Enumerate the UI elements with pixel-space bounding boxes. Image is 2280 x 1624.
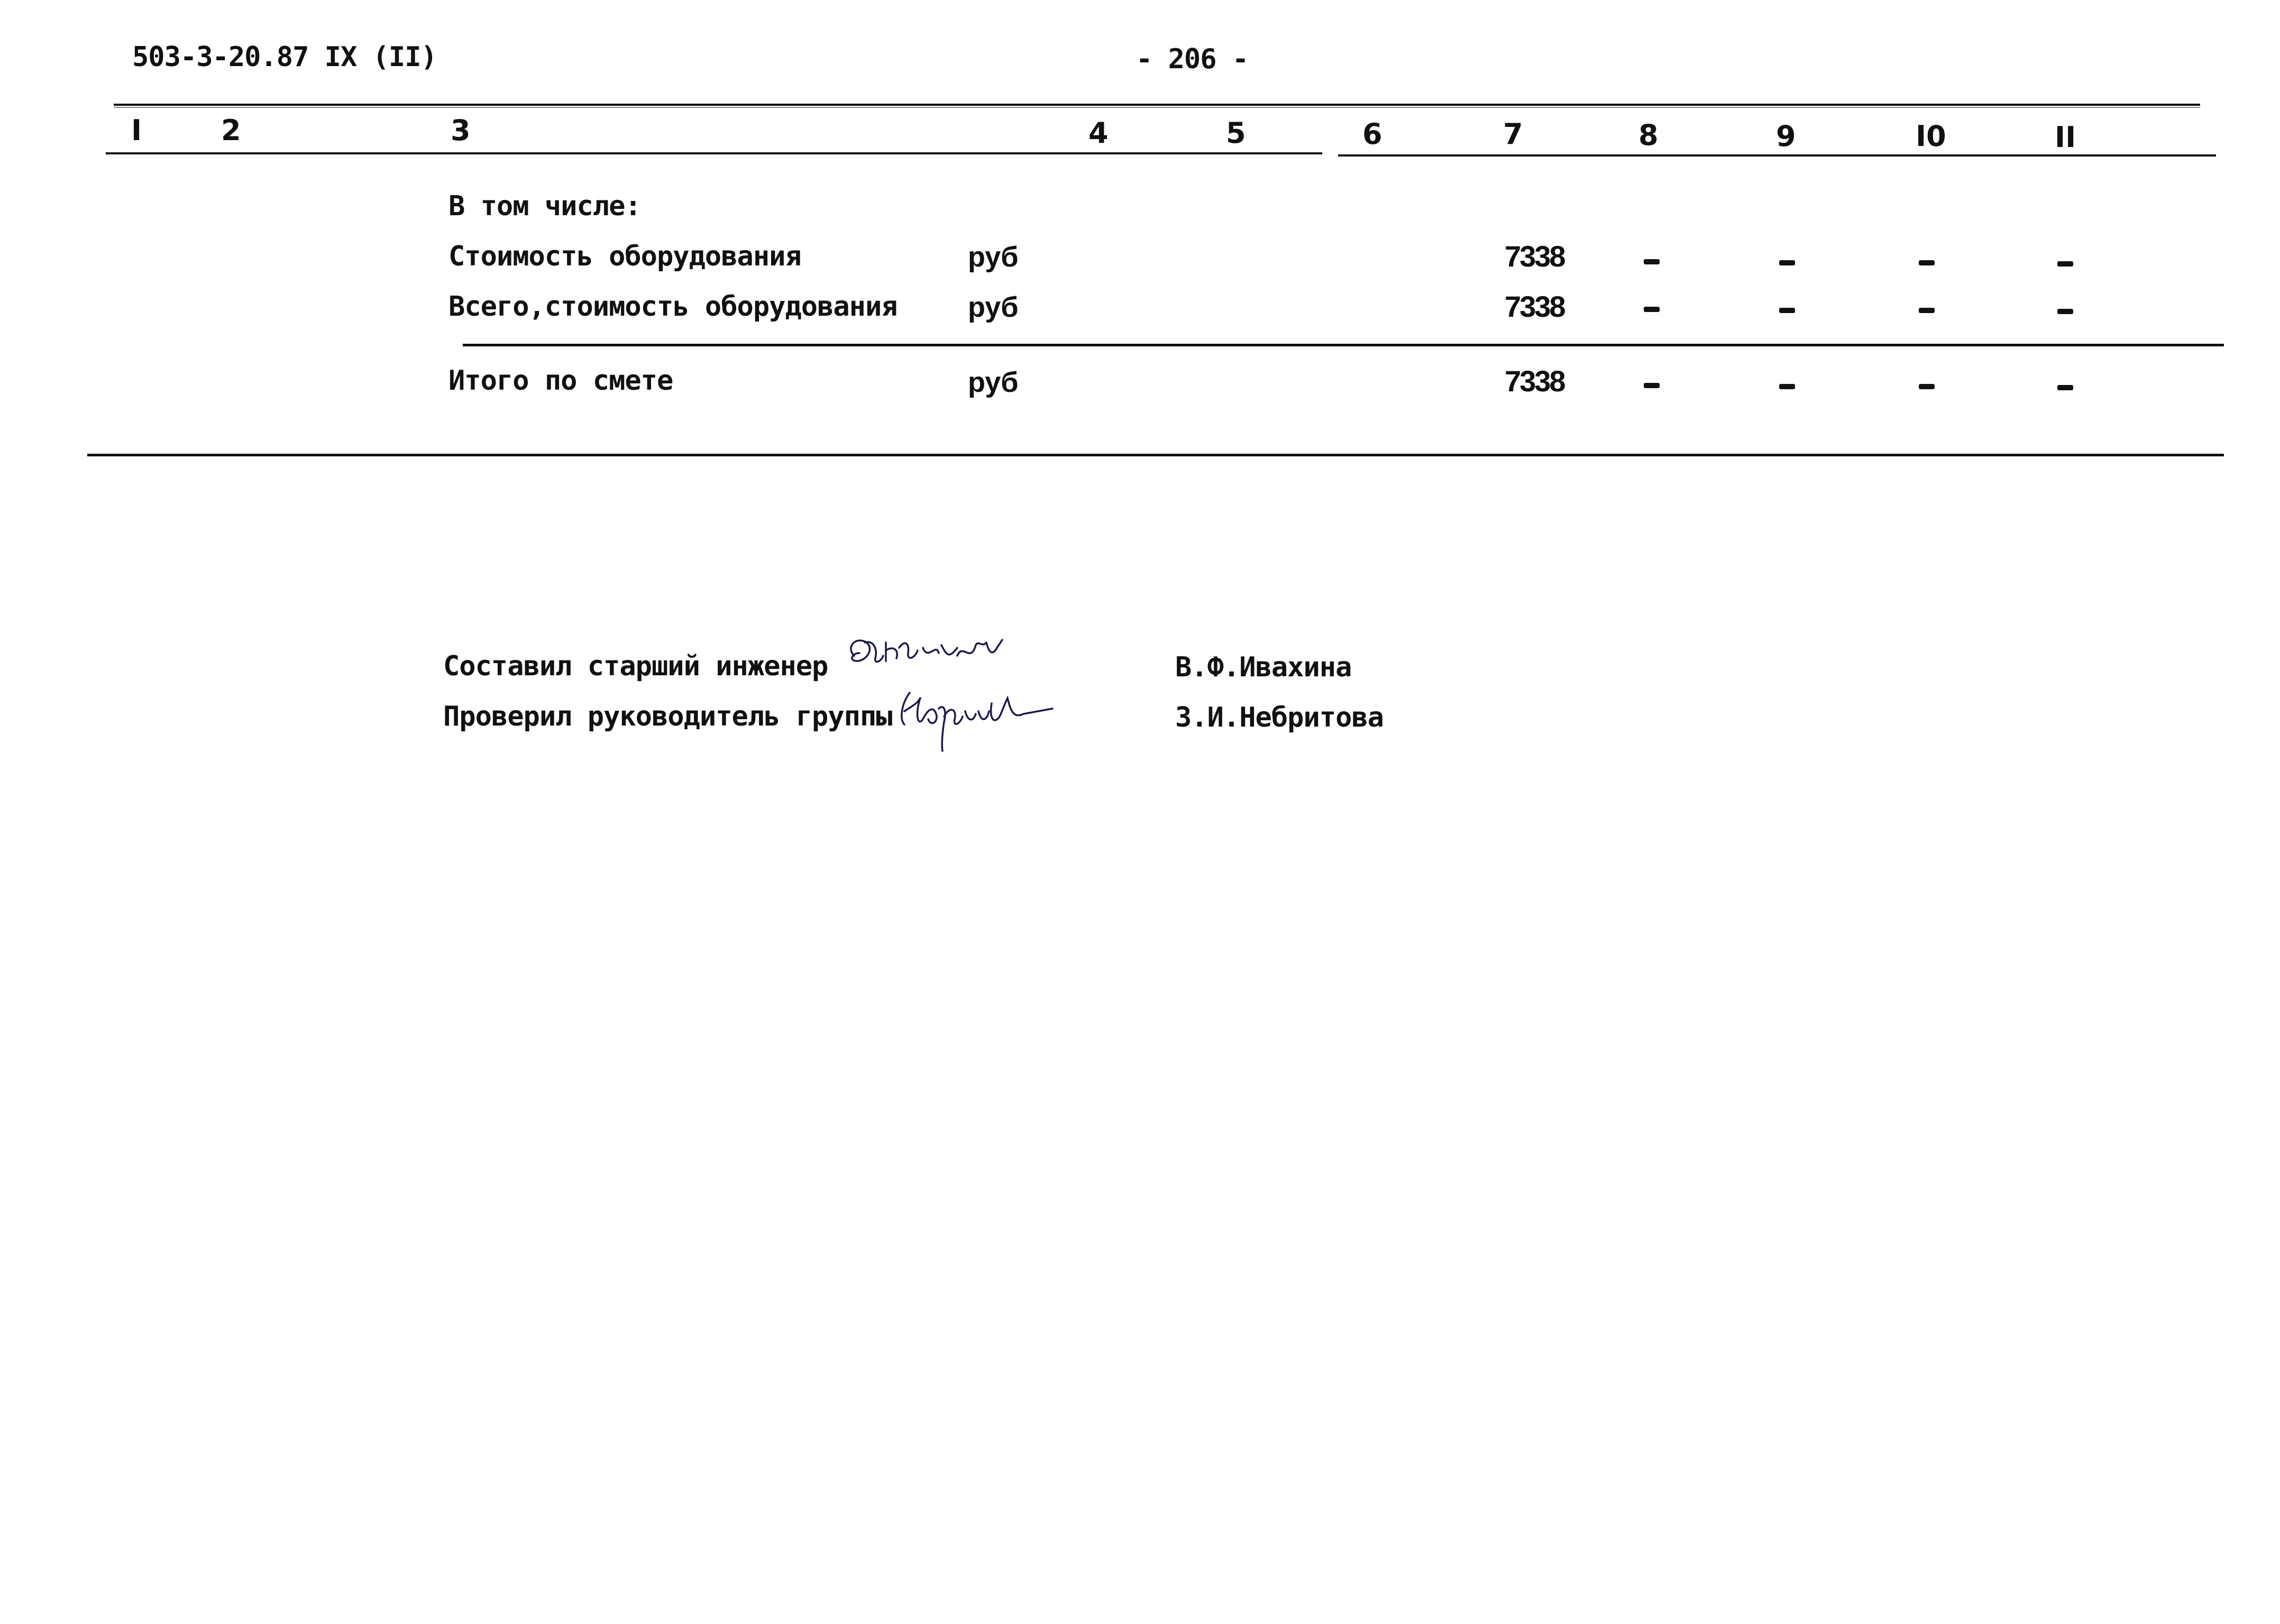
dash-mark bbox=[2057, 261, 2073, 267]
dash-mark bbox=[1644, 383, 1660, 388]
dash-mark bbox=[1779, 308, 1795, 313]
row-label: Стоимость оборудования bbox=[448, 241, 801, 272]
dash-mark bbox=[2057, 385, 2073, 390]
dash-mark bbox=[1919, 384, 1935, 389]
row-value: 7338 bbox=[1505, 290, 1564, 323]
column-number: I bbox=[131, 114, 142, 147]
column-number: 4 bbox=[1088, 116, 1109, 150]
column-number: 3 bbox=[451, 114, 471, 147]
handwritten-signature bbox=[844, 632, 1023, 690]
signature-name: З.И.Небритова bbox=[1175, 702, 1384, 733]
page-number: - 206 - bbox=[1136, 43, 1249, 75]
handwritten-signature bbox=[894, 682, 1063, 756]
row-unit: руб bbox=[968, 366, 1019, 398]
row-label: Итого по смете bbox=[448, 365, 673, 397]
signature-role: Проверил руководитель группы bbox=[443, 701, 892, 732]
column-number: 6 bbox=[1362, 117, 1382, 151]
row-value: 7338 bbox=[1505, 240, 1564, 273]
table-top-rule bbox=[114, 104, 2200, 106]
signature-role: Составил старший инженер bbox=[443, 650, 828, 682]
dash-mark bbox=[1919, 308, 1935, 313]
column-number: 7 bbox=[1503, 117, 1523, 151]
row-unit: руб bbox=[968, 291, 1019, 323]
table-bottom-rule bbox=[87, 454, 2224, 456]
dash-mark bbox=[2057, 309, 2073, 314]
column-number: II bbox=[2055, 121, 2076, 154]
column-header-rule-right bbox=[1338, 154, 2216, 157]
column-number: 8 bbox=[1638, 118, 1659, 152]
column-number: I0 bbox=[1916, 120, 1946, 153]
column-number: 2 bbox=[221, 114, 241, 147]
column-number: 5 bbox=[1226, 116, 1246, 150]
row-label-including: В том числе: bbox=[448, 190, 641, 222]
dash-mark bbox=[1644, 307, 1660, 312]
dash-mark bbox=[1919, 260, 1935, 265]
table-top-rule-2 bbox=[114, 107, 2200, 108]
dash-mark bbox=[1779, 384, 1795, 389]
dash-mark bbox=[1644, 259, 1660, 264]
column-header-rule bbox=[106, 152, 1322, 154]
signature-name: В.Ф.Ивахина bbox=[1175, 652, 1352, 683]
document-code: 503-3-20.87 IX (II) bbox=[132, 41, 437, 73]
row-value: 7338 bbox=[1505, 364, 1564, 398]
subtotal-rule bbox=[463, 344, 2224, 346]
column-number: 9 bbox=[1776, 120, 1796, 153]
row-unit: руб bbox=[968, 241, 1019, 273]
dash-mark bbox=[1779, 260, 1795, 265]
row-label: Всего,стоимость оборудования bbox=[448, 291, 898, 323]
